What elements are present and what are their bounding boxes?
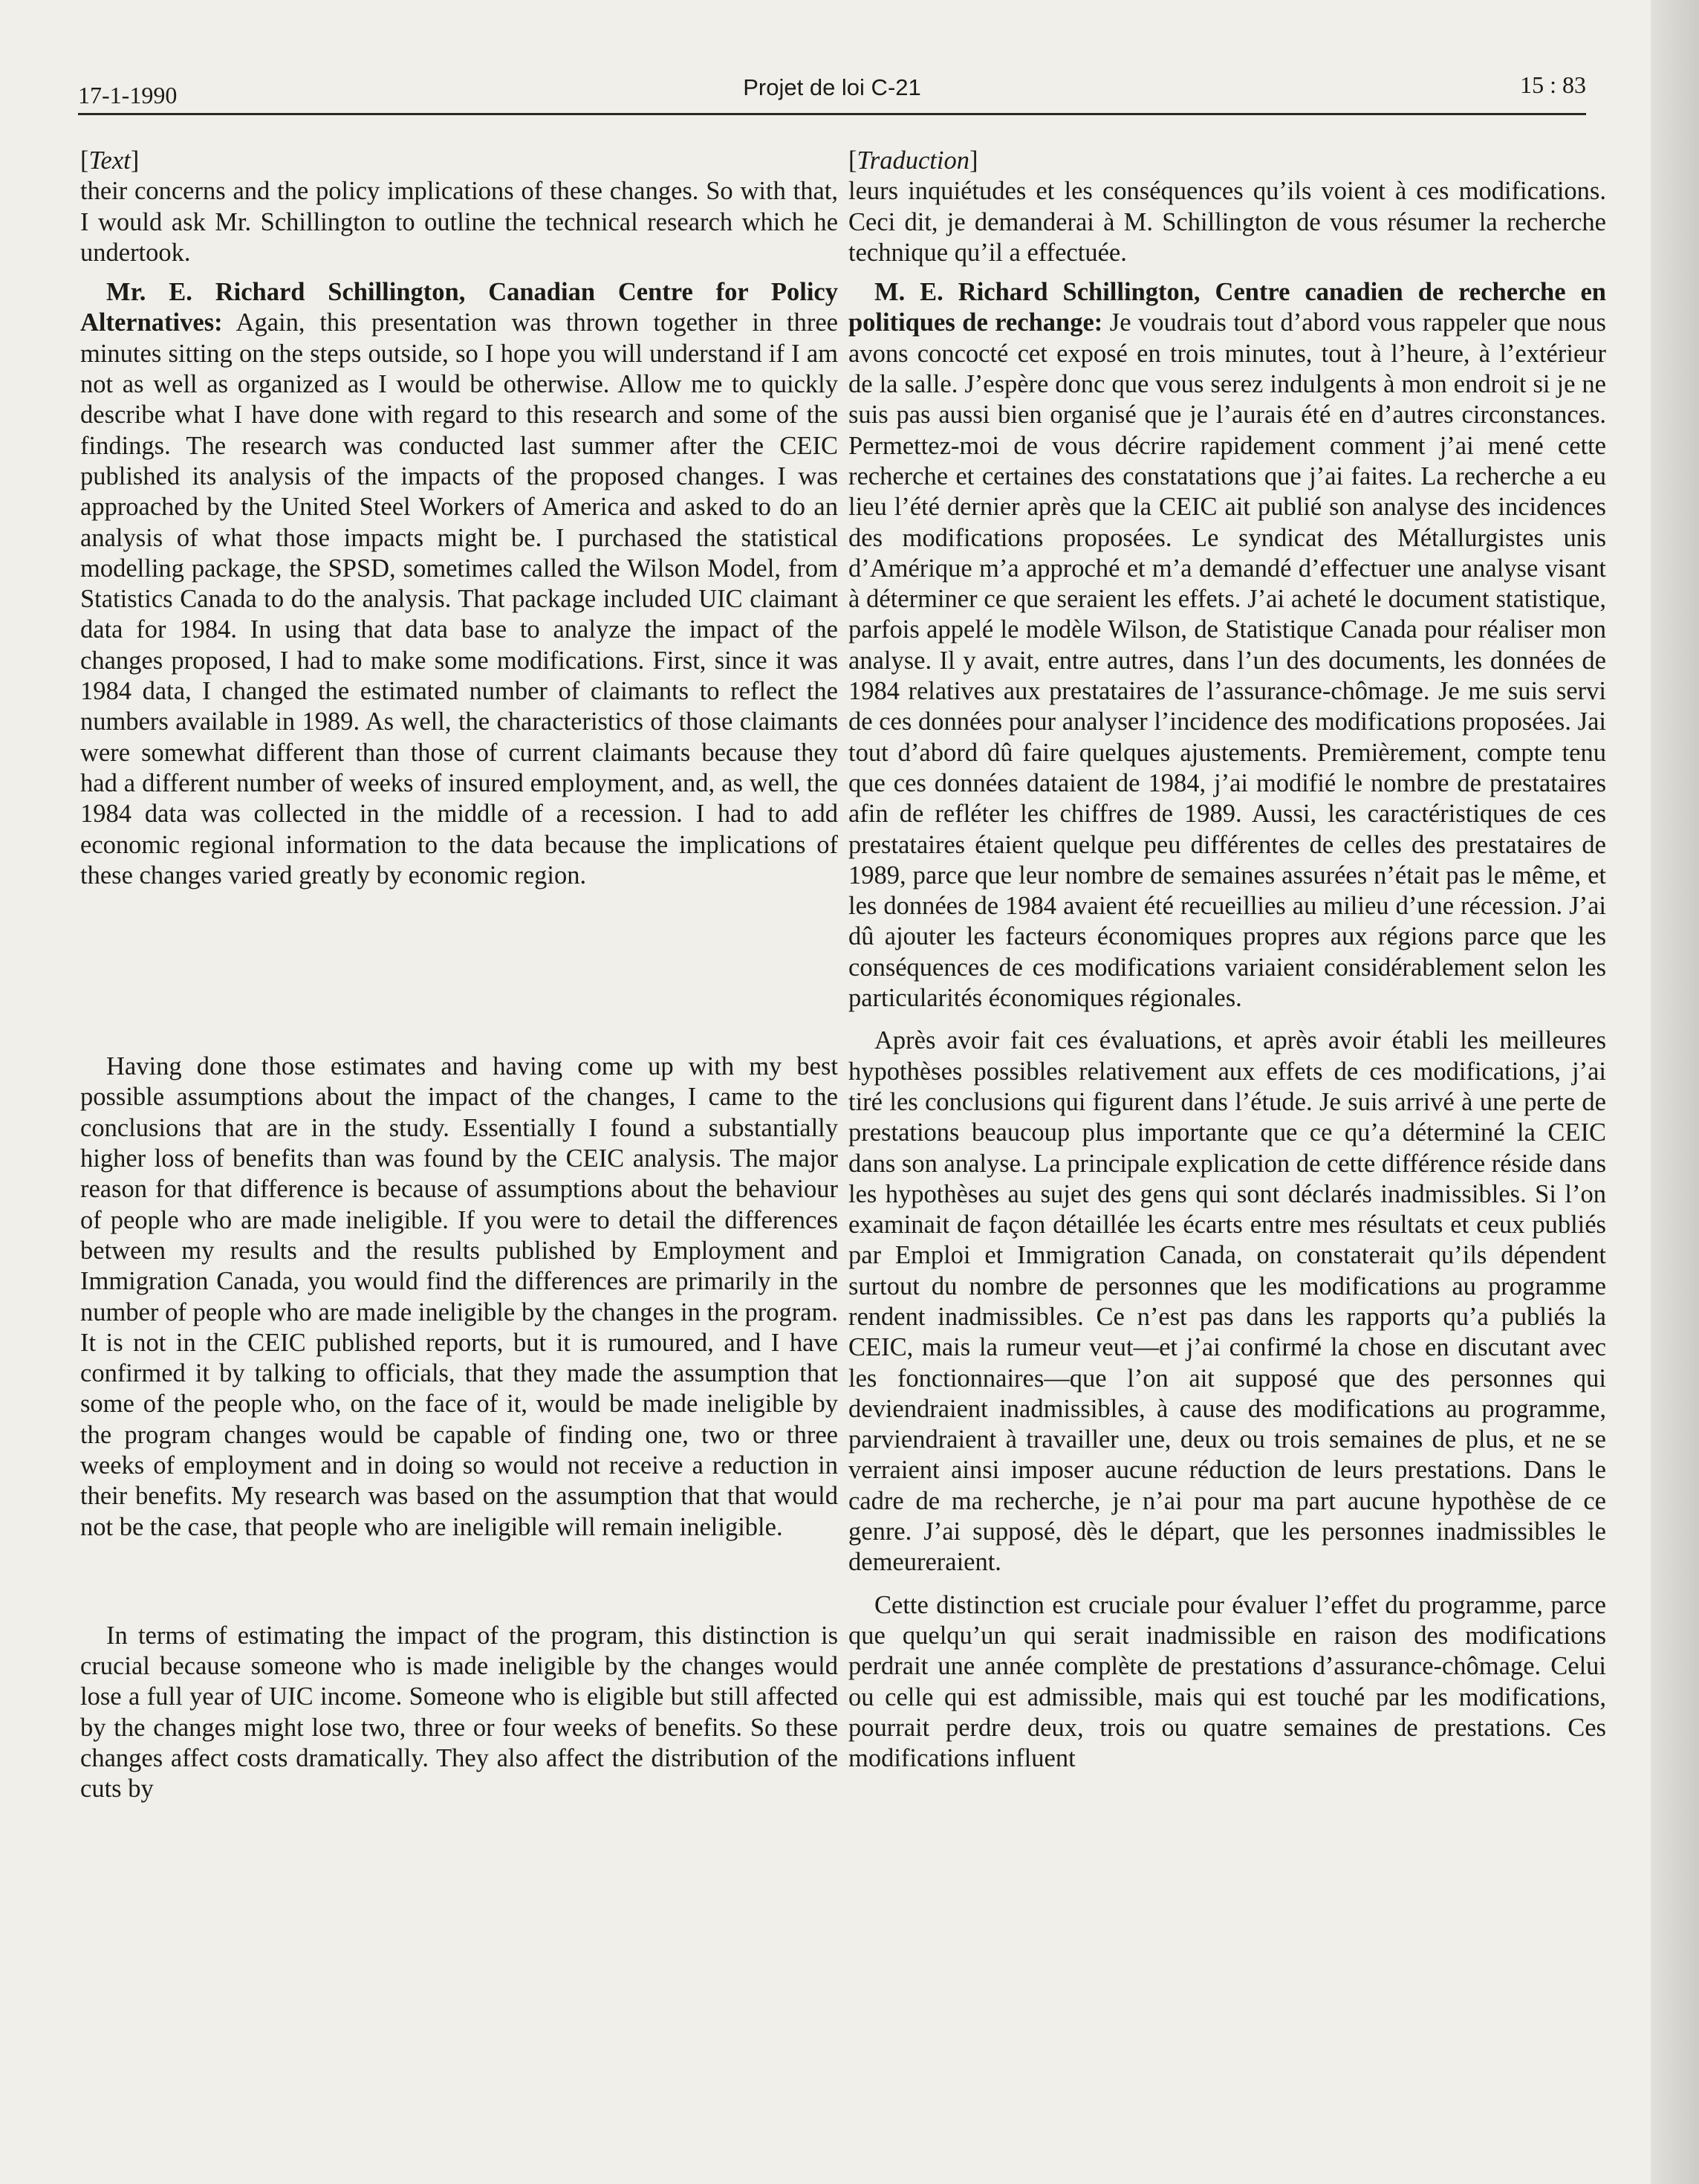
page-header	[78, 71, 1586, 116]
header-rule	[78, 113, 1586, 115]
header-page-number: 15 : 83	[1520, 71, 1586, 98]
header-date: 17-1-1990	[78, 82, 178, 108]
right-speaker-name: M. E. Richard Schillington, Centre canadien de recherche en politiques de rechange:	[848, 278, 1606, 337]
left-paragraph-1: their concerns and the policy implications of these changes. So with that, I would ask Mr. Schillington to outline the technical research which he undertook.	[80, 177, 838, 267]
right-paragraph-4: Cette distinction est cruciale pour évaluer l’effet du programme, parce que quelqu’un qui serait inadmissible en raison des modifications perdrait une année complète de prestations d’assurance-chômage. Celui ou celle qui est admissible, mais qui est touché par les modifications, pourrait perdre deux, trois ou quatre semaines de prestations. Ces modifications influent	[848, 1590, 1606, 1773]
left-column-english	[80, 146, 838, 1805]
language-tag-traduction: [Traduction]	[848, 146, 978, 175]
left-paragraph-4: In terms of estimating the impact of the program, this distinction is crucial because someone who is made ineligible by the changes would lose a full year of UIC income. Someone who is eligible but still affected by the changes might lose two, three or four weeks of benefits. So these changes affect costs dramatically. They also affect the distribution of the cuts by	[80, 1621, 838, 1804]
left-paragraph-3: Having done those estimates and having come up with my best possible assumptions about the impact of the changes, I came to the conclusions that are in the study. Essentially I found a substantially higher loss of benefits than was found by the CEIC analysis. The major reason for that difference is because of assumptions about the behaviour of people who are made ineligible. If you were to detail the differences between my results and the results published by Employment and Immigration Canada, you would find the differences are primarily in the number of people who are made ineligible by the changes in the program. It is not in the CEIC published reports, but it is rumoured, and I have confirmed it by talking to officials, that they made the assumption that some of the people who, on the face of it, would be made ineligible by the program changes would be capable of finding one, two or three weeks of employment and in doing so would not receive a reduction in their benefits. My research was based on the assumption that that would not be the case, that people who are ineligible will remain ineligible.	[80, 1052, 838, 1541]
left-paragraph-2: Mr. E. Richard Schillington, Canadian Centre for Policy Alternatives: Again, this presentation was thrown together in three minutes sitting on the steps outside, so I hope you will understand if I am not as well as organized as I would be otherwise. Allow me to quickly describe what I have done with regard to this research and some of the findings. The research was conducted last summer after the CEIC published its analysis of the impacts of the proposed changes. I was approached by the United Steel Workers of America and asked to do an analysis of what those impacts might be. I purchased the statistical modelling package, the SPSD, sometimes called the Wilson Model, from Statistics Canada to do the analysis. That package included UIC claimant data for 1984. In using that data base to analyze the impact of the changes proposed, I had to make some modifications. First, since it was 1984 data, I changed the estimated number of claimants to reflect the numbers available in 1989. As well, the characteristics of those claimants were somewhat different than those of current claimants because they had a different number of weeks of insured employment, and, as well, the 1984 data was collected in the middle of a recession. I had to add economic regional information to the data because the implications of these changes varied greatly by economic region.	[80, 278, 838, 890]
language-tag-text: [Text]	[80, 146, 140, 175]
left-speaker-name: Mr. E. Richard Schillington, Canadian Centre for Policy Alternatives:	[80, 278, 838, 337]
right-paragraph-3: Après avoir fait ces évaluations, et après avoir établi les meilleures hypothèses possibles relativement aux effets de ces modifications, j’ai tiré les conclusions qui figurent dans l’étude. Je suis arrivé à une perte de prestations beaucoup plus importante que ce qu’a déterminé la CEIC dans son analyse. La principale explication de cette différence réside dans les hypothèses au sujet des gens qui sont déclarés inadmissibles. Si l’on examinait de façon détaillée les écarts entre mes résultats et ceux publiés par Emploi et Immigration Canada, on constaterait qu’ils dépendent surtout du nombre de personnes que les modifications au programme rendent inadmissibles. Ce n’est pas dans les rapports qu’a publiés la CEIC, mais la rumeur veut—et j’ai confirmé la chose en discutant avec les fonctionnaires—que l’on ait supposé que des personnes qui deviendraient inadmissibles, à cause des modifications au programme, parviendraient à travailler une, deux ou trois semaines de plus, et ne se verraient ainsi imposer aucune réduction de leurs prestations. Dans le cadre de ma recherche, je n’ai pour ma part aucune hypothèse de ce genre. J’ai supposé, dès le départ, que les personnes inadmissibles le demeureraient.	[848, 1026, 1606, 1577]
page-edge-shadow	[1651, 0, 1699, 2184]
right-paragraph-2: M. E. Richard Schillington, Centre canadien de recherche en politiques de rechange: Je voudrais tout d’abord vous rappeler que nous avons concocté cet exposé en trois minutes, tout à l’heure, à l’extérieur de la salle. J’espère donc que vous serez indulgents à mon endroit si je ne suis pas aussi bien organisé que je l’aurais été en d’autres circonstances. Permettez-moi de vous décrire rapidement comment j’ai mené cette recherche et certaines des constatations que j’ai faites. La recherche a eu lieu l’été dernier après que la CEIC ait publié son analyse des incidences des modifications proposées. Le syndicat des Métallurgistes unis d’Amérique m’a approché et m’a demandé d’effectuer une analyse visant à déterminer ce que seraient les effets. J’ai acheté le document statistique, parfois appelé le modèle Wilson, de Statistique Canada pour réaliser mon analyse. Il y avait, entre autres, dans l’un des documents, les données de 1984 relatives aux prestataires de l’assurance-chômage. Je me suis servi de ces données pour analyser l’incidence des modifications proposées. Jai tout d’abord dû faire quelques ajustements. Premièrement, compte tenu que ces données dataient de 1984, j’ai modifié le nombre de prestataires afin de refléter les chiffres de 1989. Aussi, les caractéristiques de ces prestataires étaient quelque peu différentes de celles des prestataires de 1989, parce que leur nombre de semaines assurées n’était pas le même, et les données de 1984 avaient été recueillies au milieu d’une récession. J’ai dû ajouter les facteurs économiques propres aux régions parce que les conséquences de ces modifications variaient considérablement selon les particularités économiques régionales.	[848, 278, 1606, 1013]
right-paragraph-1: leurs inquiétudes et les conséquences qu’ils voient à ces modifications. Ceci dit, je demanderai à M. Schillington de vous résumer la recherche technique qu’il a effectuée.	[848, 177, 1606, 267]
right-column-french	[848, 146, 1606, 1774]
header-title: Projet de loi C-21	[743, 74, 921, 100]
